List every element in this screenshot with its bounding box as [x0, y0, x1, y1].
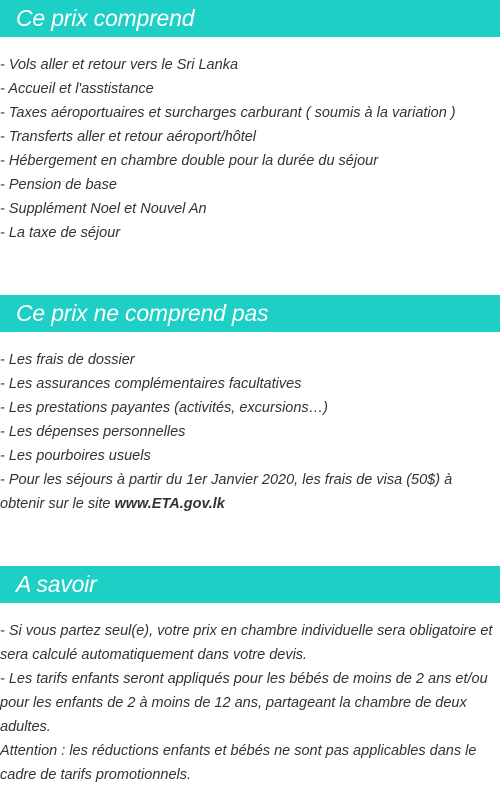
list-item: - Les prestations payantes (activités, excursions…) — [0, 400, 328, 416]
list-item: - Supplément Noel et Nouvel An — [0, 201, 207, 217]
info-list — [0, 619, 500, 787]
section-header-includes: Ce prix comprend — [0, 0, 500, 37]
list-item: - La taxe de séjour — [0, 225, 121, 241]
list-item: - Pension de base — [0, 177, 117, 193]
section-header-excludes: Ce prix ne comprend pas — [0, 295, 500, 332]
list-item: - Les pourboires usuels — [0, 448, 151, 464]
excludes-list — [0, 348, 500, 516]
visa-item — [0, 468, 500, 516]
list-item: - Les dépenses personnelles — [0, 424, 186, 440]
list-item: - Taxes aéroportuaires et surcharges carburant ( soumis à la variation ) — [0, 105, 456, 121]
visa-link[interactable]: www.ETA.gov.lk — [114, 496, 225, 512]
list-item: - Les frais de dossier — [0, 352, 135, 368]
list-item: - Accueil et l'asstistance — [0, 81, 154, 97]
info-paragraph: - Les tarifs enfants seront appliqués pour les bébés de moins de 2 ans et/ou pour les enfants de 2 à moins de 12 ans, partageant la chambre de deux adultes. — [0, 671, 488, 735]
info-paragraph: - Si vous partez seul(e), votre prix en chambre individuelle sera obligatoire et sera calculé automatiquement dans votre devis. — [0, 623, 493, 663]
includes-list — [0, 53, 500, 245]
visa-text: - Pour les séjours à partir du 1er Janvier 2020, les frais de visa (50$) à obtenir sur le site — [0, 472, 453, 512]
list-item: - Les assurances complémentaires facultatives — [0, 376, 302, 392]
section-header-info: A savoir — [0, 566, 500, 603]
list-item: - Transferts aller et retour aéroport/hôtel — [0, 129, 257, 145]
list-item: - Vols aller et retour vers le Sri Lanka — [0, 57, 239, 73]
info-paragraph: Attention : les réductions enfants et bébés ne sont pas applicables dans le cadre de tarifs promotionnels. — [0, 743, 477, 783]
list-item: - Hébergement en chambre double pour la durée du séjour — [0, 153, 379, 169]
